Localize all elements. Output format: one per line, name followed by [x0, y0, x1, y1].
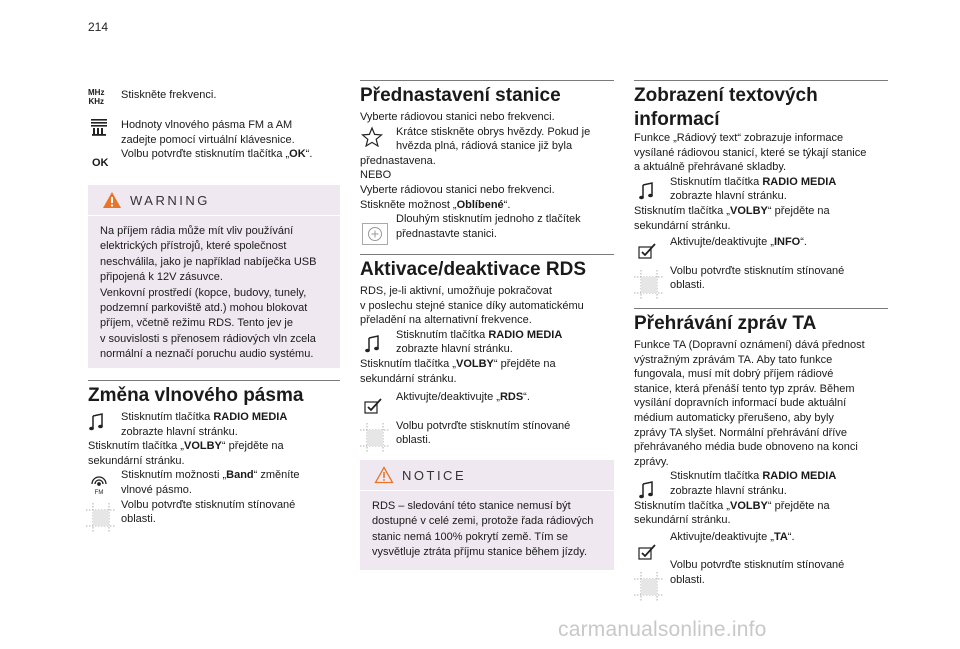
text-part: Stisknutím tlačítka „ — [634, 204, 730, 217]
section-divider — [360, 80, 614, 81]
band-text — [88, 410, 340, 527]
section-title-rds: Aktivace/deaktivace RDS — [360, 259, 587, 280]
text-info-line — [634, 175, 890, 190]
warning-line: připojená k 12V zásuvce. — [100, 271, 223, 284]
presets-line: přednastavte stanici. — [396, 227, 497, 240]
text-bold: TA — [773, 530, 788, 543]
text-bold: VOLBY — [183, 440, 222, 453]
presets-line: Vyberte rádiovou stanici nebo frekvenci. — [360, 183, 555, 196]
keypad-line — [121, 147, 312, 162]
warning-body — [88, 216, 340, 363]
text-part: Aktivujte/deaktivujte „ — [670, 530, 774, 543]
keypad-line: zadejte pomocí virtuální klávesnice. — [121, 133, 295, 146]
text-part: “. — [305, 148, 313, 161]
text-part: “ přejděte na — [767, 499, 830, 512]
keypad-line: Hodnoty vlnového pásma FM a AM — [121, 119, 293, 131]
text-part: Aktivujte/deaktivujte „ — [670, 236, 774, 249]
shaded-area-icon — [634, 270, 664, 300]
ok-icon: OK — [92, 157, 109, 169]
preset-add-icon — [362, 223, 388, 245]
text-info-line: Volbu potvrďte stisknutím stínované — [670, 264, 845, 277]
text-bold: RADIO MEDIA — [762, 470, 837, 483]
shaded-area-icon — [360, 423, 390, 453]
text-part: “. — [787, 530, 795, 543]
text-part: Volbu potvrďte stisknutím tlačítka „ — [121, 148, 290, 161]
band-line — [88, 468, 340, 483]
text-part: Stisknutím tlačítka „ — [360, 357, 456, 370]
warning-label: WARNING — [130, 192, 210, 208]
warning-line: Na příjem rádia může mít vliv používání — [100, 225, 294, 237]
text-part: Stisknutím tlačítka „ — [88, 440, 184, 453]
presets-line: Krátce stiskněte obrys hvězdy. Pokud je — [396, 125, 591, 138]
rds-line: RDS, je-li aktivní, umožňuje pokračovat — [360, 285, 552, 297]
warning-line: neschválila, jako je například nabíječka USB — [100, 255, 317, 268]
text-part: Stisknutím tlačítka — [396, 328, 489, 341]
warning-header — [88, 185, 340, 216]
text-bold: Oblíbené — [456, 198, 504, 211]
text-info-line: sekundární stránku. — [634, 219, 731, 232]
text-info-line: zobrazte hlavní stránku. — [670, 190, 787, 203]
rds-text — [360, 284, 616, 448]
shaded-area-icon — [86, 503, 116, 533]
music-note-icon — [638, 182, 654, 200]
rds-line: zobrazte hlavní stránku. — [396, 343, 513, 356]
notice-line: dostupné v celé zemi, protože řada rádiových — [372, 515, 594, 528]
text-part: Stisknutím tlačítka — [670, 175, 763, 188]
ta-line: Funkce TA (Dopravní oznámení) dává přednost — [634, 339, 865, 351]
khz-label: KHz — [88, 97, 104, 106]
warning-line: elektrických přístrojů, které společnost — [100, 240, 287, 253]
keypad-text — [121, 118, 312, 162]
notice-box — [360, 460, 614, 570]
band-line — [88, 410, 340, 425]
rds-line — [360, 328, 616, 343]
text-info-line: a aktuálně přehrávané skladby. — [634, 161, 787, 174]
presets-line: NEBO — [360, 169, 392, 182]
text-info-line: oblasti. — [670, 279, 705, 292]
section-title-text-info — [634, 84, 818, 132]
text-part: Stisknutím možnosti „ — [121, 469, 227, 482]
star-outline-icon — [361, 126, 383, 148]
notice-triangle-icon — [374, 466, 394, 484]
title-line: Zobrazení textových — [634, 85, 818, 106]
rds-line — [360, 357, 616, 372]
text-part: “ přejděte na — [221, 440, 284, 453]
text-bold: VOLBY — [729, 204, 768, 217]
ta-line: Volbu potvrďte stisknutím stínované — [670, 559, 845, 572]
section-title-band: Změna vlnového pásma — [88, 385, 304, 406]
keypad-icon — [88, 118, 110, 138]
rds-line: v poslechu stejné stanice díky automatickému — [360, 299, 584, 312]
warning-line: v souvislosti s přenosem rádiových vln zcela — [100, 332, 316, 345]
warning-box — [88, 185, 340, 368]
section-title-presets: Přednastavení stanice — [360, 85, 561, 106]
notice-body — [360, 491, 614, 561]
text-bold: VOLBY — [455, 357, 494, 370]
text-part: “. — [800, 236, 807, 249]
ta-text — [634, 338, 890, 588]
text-bold: RADIO MEDIA — [488, 328, 563, 341]
rds-line: Volbu potvrďte stisknutím stínované — [396, 419, 571, 432]
presets-line: Dlouhým stisknutím jednoho z tlačítek — [396, 213, 581, 226]
ta-line: sekundární stránku. — [634, 514, 731, 527]
rds-line: sekundární stránku. — [360, 372, 457, 385]
text-part: Stiskněte možnost „ — [360, 198, 457, 211]
section-divider — [634, 308, 888, 309]
warning-line: Venkovní prostředí (kopce, budovy, tunely, — [100, 286, 307, 299]
ok-bold: OK — [289, 148, 306, 161]
text-info-text — [634, 131, 890, 293]
section-divider — [634, 80, 888, 81]
warning-line: příjem, včetně režimu RDS. Tento jev je — [100, 317, 293, 330]
notice-line: vysvětluje ztráta příjmu stanice během jízdy. — [372, 546, 587, 559]
notice-header — [360, 460, 614, 491]
band-line: vlnové pásmo. — [121, 483, 192, 496]
ta-line — [634, 469, 890, 484]
text-info-line: vysílané rádiovou stanicí, které se týkají stanice — [634, 146, 867, 159]
presets-line: hvězda plná, rádiová stanice již byla — [396, 140, 573, 153]
text-part: “. — [503, 198, 511, 211]
text-part: Stisknutím tlačítka — [121, 411, 214, 423]
text-bold: Band — [226, 469, 254, 482]
text-bold: RADIO MEDIA — [213, 411, 288, 423]
text-part: “ přejděte na — [493, 357, 556, 370]
band-line — [88, 439, 340, 454]
presets-line: Vyberte rádiovou stanici nebo frekvenci. — [360, 111, 555, 123]
presets-text — [360, 110, 616, 241]
notice-line: stanic nemá 100% pokrytí země. Tím se — [372, 530, 569, 543]
ta-line: zprávy. — [634, 455, 669, 468]
text-part: Stisknutím tlačítka „ — [634, 499, 730, 512]
text-info-line — [634, 204, 890, 219]
shaded-area-icon — [634, 572, 664, 602]
text-info-line: Funkce „Rádiový text“ zobrazuje informace — [634, 132, 844, 144]
rds-line: přeladění na alternativní frekvence. — [360, 314, 532, 327]
text-bold: RADIO MEDIA — [762, 175, 837, 188]
section-title-ta: Přehrávání zpráv TA — [634, 313, 817, 334]
ta-line: médium automaticky přerušeno, aby byly — [634, 411, 834, 424]
radio-band-icon — [88, 475, 110, 495]
warning-line: normální a neznačí poruchu audio systému. — [100, 348, 314, 361]
band-line: oblasti. — [121, 513, 156, 526]
rds-line: oblasti. — [396, 434, 431, 447]
band-line: zobrazte hlavní stránku. — [121, 425, 238, 438]
band-line: Volbu potvrďte stisknutím stínované — [121, 498, 296, 511]
ta-line: oblasti. — [670, 573, 705, 586]
ta-line: stanice, která přenáší tento typ zpráv. Během — [634, 382, 855, 395]
frequency-text: Stiskněte frekvenci. — [121, 89, 217, 101]
text-bold: VOLBY — [729, 499, 768, 512]
text-bold: INFO — [773, 236, 801, 249]
warning-line: podzemní parkoviště atd.) mohou blokovat — [100, 302, 308, 315]
title-line: informací — [634, 109, 720, 130]
section-divider — [88, 380, 340, 381]
text-part: Stisknutím tlačítka — [670, 470, 763, 483]
text-part: Aktivujte/deaktivujte „ — [396, 391, 500, 404]
rds-line — [360, 390, 616, 405]
checkbox-toggle-icon — [364, 397, 384, 415]
ta-line: přehrávaného média bude obnoveno na konci — [634, 441, 858, 454]
warning-triangle-icon — [102, 191, 122, 209]
text-bold: RDS — [499, 391, 524, 404]
mhz-label: MHz — [88, 88, 105, 97]
text-part: “ změníte — [253, 469, 300, 482]
page-number: 214 — [88, 20, 109, 34]
checkbox-toggle-icon — [638, 242, 658, 260]
ta-line: fungovala, musí mít dobrý příjem rádiové — [634, 368, 834, 381]
section-divider — [360, 254, 614, 255]
music-note-icon — [364, 335, 380, 353]
ta-line: zobrazte hlavní stránku. — [670, 484, 787, 497]
ta-line: vysílání dopravních informací bude aktuální — [634, 397, 847, 410]
svg-text:FM: FM — [94, 490, 104, 495]
text-info-line — [634, 235, 890, 250]
notice-line: RDS – sledování této stanice nemusí být — [372, 500, 571, 512]
watermark: carmanualsonline.info — [558, 618, 767, 641]
ta-line: výstražným zprávám TA. Aby tato funkce — [634, 353, 833, 366]
ta-line — [634, 530, 890, 545]
presets-line — [360, 198, 616, 213]
frequency-icon — [88, 88, 104, 106]
ta-line — [634, 499, 890, 514]
presets-line: přednastavena. — [360, 154, 436, 167]
ta-line: zprávy TA slyšet. Normální přehrávání dříve — [634, 426, 847, 439]
text-part: “ přejděte na — [767, 204, 830, 217]
notice-label: NOTICE — [402, 467, 467, 483]
checkbox-toggle-icon — [638, 543, 658, 561]
band-line: sekundární stránku. — [88, 454, 185, 467]
text-part: “. — [523, 391, 530, 404]
music-note-icon — [638, 481, 654, 499]
